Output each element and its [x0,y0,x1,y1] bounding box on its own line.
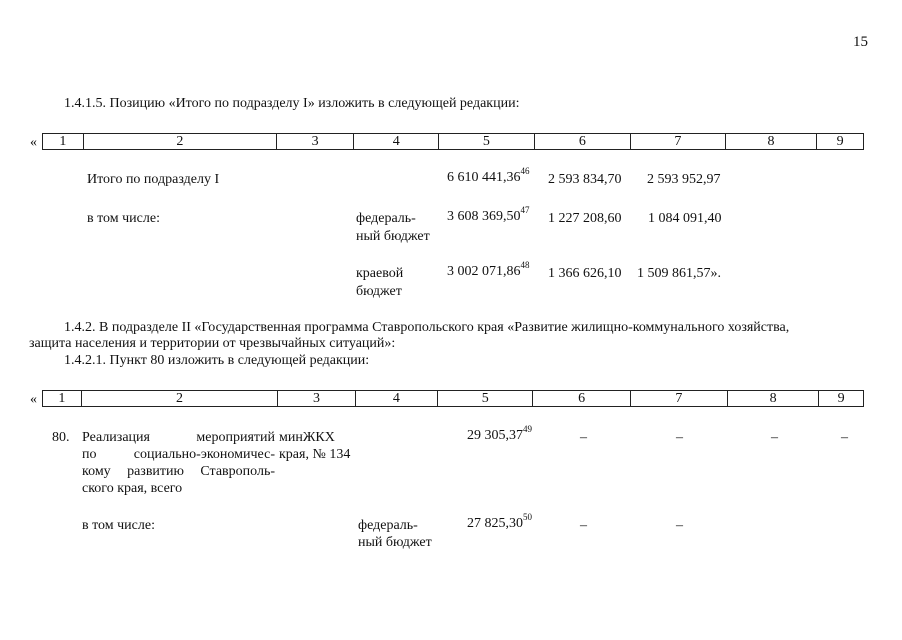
instruction-1-4-1-5: 1.4.1.5. Позицию «Итого по подразделу I» изложить в следующей редакции: [64,96,520,111]
item-name-line4: ского края, всего [82,481,183,496]
source-regional-line2: бюджет [356,284,402,299]
col-header-5: 5 [439,134,535,149]
regional-value-col5: 3 002 071,86$^{48}$ [447,260,530,279]
item-dash-col6: – [580,430,587,445]
col2-header-5: 5 [438,391,533,406]
column-header-row [42,133,864,150]
item-dash-col9: – [841,430,848,445]
federal-value-col7: 1 084 091,40 [648,211,722,226]
item-dash-col8: – [771,430,778,445]
col2-header-4: 4 [356,391,438,406]
item-executor-line1: минЖКХ [279,430,335,445]
col-header-3: 3 [277,134,355,149]
col2-header-7: 7 [631,391,728,406]
col-header-8: 8 [726,134,818,149]
subsection-ii-intro-line1: 1.4.2. В подразделе II «Государственная программа Ставропольского края «Развитие жилищно-коммунального хозяйства, [64,320,790,335]
item-name-line3: кому развитию Ставрополь- [82,464,275,479]
regional-value-col6: 1 366 626,10 [548,266,622,281]
item-source-line1: федераль- [358,518,418,533]
open-quote-2: « [30,392,37,407]
col-header-4: 4 [354,134,439,149]
item-including-label: в том числе: [82,518,155,533]
federal-value-col6: 1 227 208,60 [548,211,622,226]
page-number: 15 [853,34,868,50]
item-source-line2: ный бюджет [358,535,432,550]
open-quote: « [30,135,37,150]
col2-header-9: 9 [837,391,845,406]
item-name-line1: Реализация мероприятий [82,430,275,445]
subsection-ii-intro-line2: защита населения и территории от чрезвычайных ситуаций»: [29,336,396,351]
item-executor-line2: края, № 134 [279,447,351,462]
including-label: в том числе: [87,211,160,226]
total-value-col5: 6 610 441,36$^{46}$ [447,166,530,185]
item-federal-value-col5: 27 825,30$^{50}$ [467,512,532,531]
col-header-9: 9 [836,134,844,149]
item-dash-col7: – [676,430,683,445]
total-label: Итого по подразделу I [87,172,220,187]
item-value-col5: 29 305,37$^{49}$ [467,424,532,443]
regional-value-col7: 1 509 861,57». [637,266,721,281]
col2-header-6: 6 [533,391,630,406]
source-federal-line1: федераль- [356,211,416,226]
col-header-6: 6 [535,134,632,149]
col2-header-2: 2 [82,391,279,406]
col2-header-1: 1 [43,391,82,406]
source-regional-line1: краевой [356,266,404,281]
item-name-line2: по социально-экономичес- [82,447,275,462]
col-header-1: 1 [43,134,84,149]
col2-header-8: 8 [728,391,819,406]
col-header-7: 7 [631,134,726,149]
col-header-2: 2 [84,134,277,149]
total-value-col6: 2 593 834,70 [548,172,622,187]
column-header-row-2 [42,390,864,407]
col2-header-3: 3 [278,391,355,406]
source-federal-line2: ный бюджет [356,229,430,244]
item-federal-dash-col6: – [580,518,587,533]
total-value-col7: 2 593 952,97 [647,172,721,187]
item-number: 80. [52,430,70,445]
item-federal-dash-col7: – [676,518,683,533]
instruction-1-4-2-1: 1.4.2.1. Пункт 80 изложить в следующей редакции: [64,353,370,368]
federal-value-col5: 3 608 369,50$^{47}$ [447,205,530,224]
